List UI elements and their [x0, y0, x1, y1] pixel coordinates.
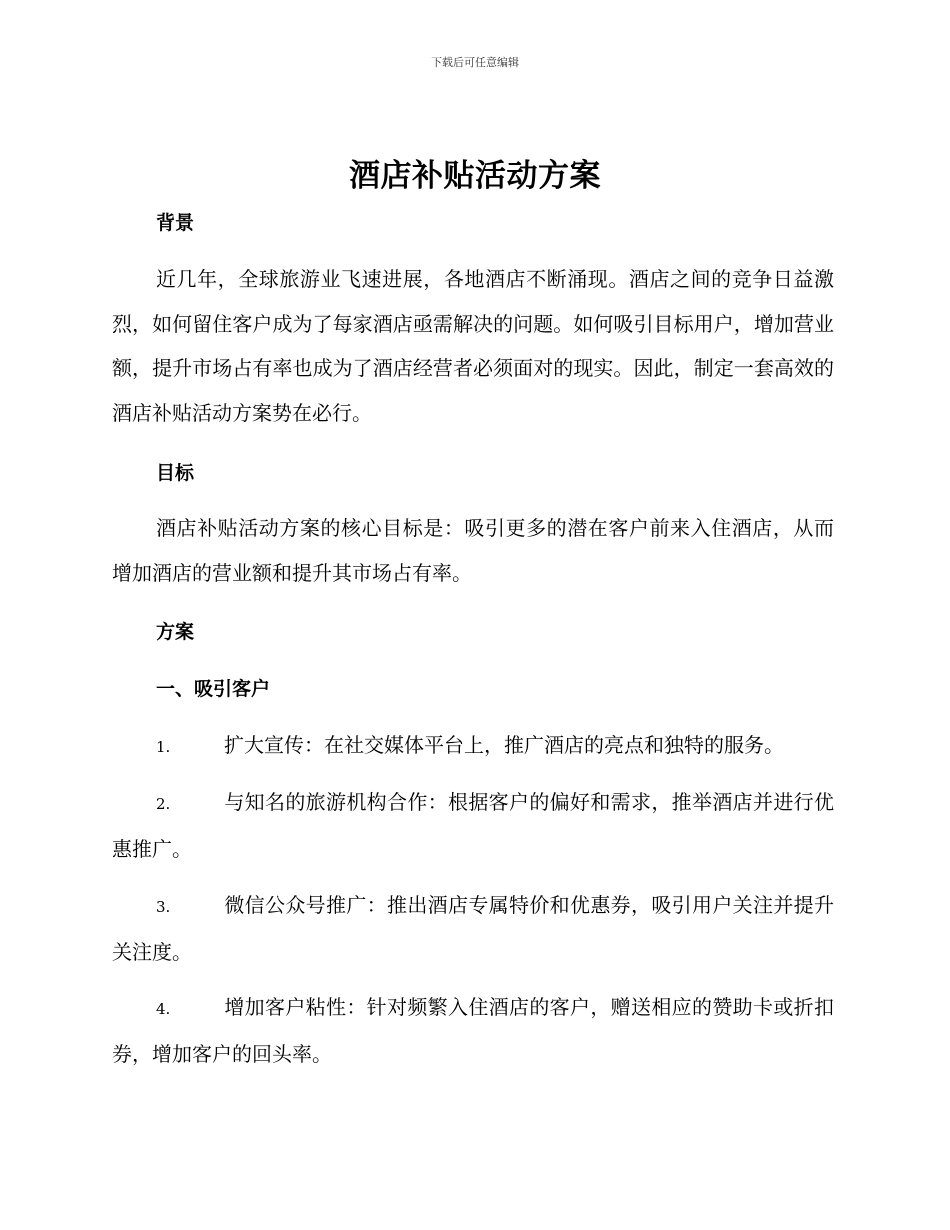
list-item-text: 与知名的旅游机构合作：根据客户的偏好和需求，推举酒店并进行优惠推广。	[112, 790, 834, 861]
header-note: 下载后可任意编辑	[431, 56, 519, 69]
sub-heading-attract-customers: 一、吸引客户	[156, 678, 271, 700]
list-item	[112, 780, 834, 871]
list-item	[112, 985, 834, 1076]
list-item-number: 3.	[156, 898, 171, 916]
list-item	[112, 723, 834, 770]
section-heading-goal: 目标	[156, 462, 195, 484]
document-title: 酒店补贴活动方案	[349, 158, 601, 194]
background-paragraph: 近几年，全球旅游业飞速进展，各地酒店不断涌现。酒店之间的竞争日益激烈，如何留住客户成为了每家酒店亟需解决的问题。如何吸引目标用户，增加营业额，提升市场占有率也成为了酒店经营者必须面对的现实。因此，制定一套高效的酒店补贴活动方案势在必行。	[112, 267, 834, 425]
section-heading-plan: 方案	[156, 621, 195, 643]
list-item-text: 微信公众号推广：推出酒店专属特价和优惠券，吸引用户关注并提升关注度。	[112, 893, 834, 964]
list-item-number: 2.	[156, 795, 171, 813]
list-item	[112, 883, 834, 974]
list-item-text: 扩大宣传：在社交媒体平台上，推广酒店的亮点和独特的服务。	[224, 733, 784, 757]
list-item-number: 4.	[156, 1000, 171, 1018]
list-item-text: 增加客户粘性：针对频繁入住酒店的客户，赠送相应的赞助卡或折扣券，增加客户的回头率。	[112, 995, 834, 1066]
goal-paragraph: 酒店补贴活动方案的核心目标是：吸引更多的潜在客户前来入住酒店，从而增加酒店的营业额和提升其市场占有率。	[112, 516, 834, 585]
section-heading-background: 背景	[156, 212, 195, 234]
list-item-number: 1.	[156, 738, 171, 756]
